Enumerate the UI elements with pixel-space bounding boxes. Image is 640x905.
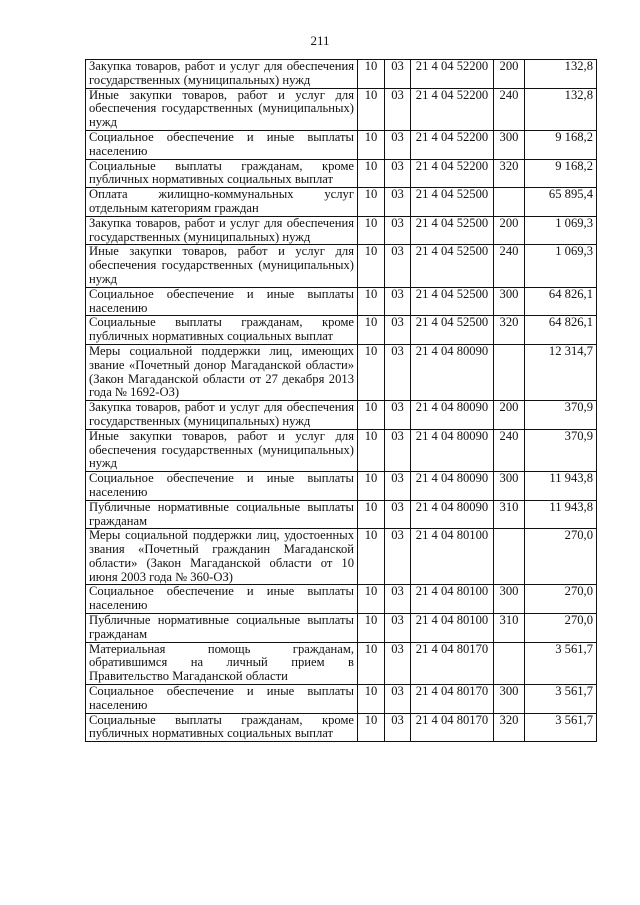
row-subsection-cell: 03	[385, 614, 411, 643]
row-target-article-cell: 21 4 04 52500	[411, 216, 494, 245]
row-target-article-cell: 21 4 04 80090	[411, 401, 494, 430]
row-name-cell: Социальное обеспечение и иные выплаты населению	[86, 685, 358, 714]
row-amount-cell: 9 168,2	[525, 130, 597, 159]
row-expense-type-cell: 320	[494, 316, 525, 345]
row-amount-cell: 132,8	[525, 60, 597, 89]
table-row	[86, 130, 597, 159]
row-amount-cell: 3 561,7	[525, 713, 597, 742]
row-amount-cell: 132,8	[525, 88, 597, 130]
row-amount-cell: 64 826,1	[525, 287, 597, 316]
row-expense-type-cell: 200	[494, 216, 525, 245]
table-row	[86, 88, 597, 130]
row-name-cell: Социальные выплаты гражданам, кроме публичных нормативных социальных выплат	[86, 159, 358, 188]
row-name-cell: Публичные нормативные социальные выплаты гражданам	[86, 614, 358, 643]
row-target-article-cell: 21 4 04 52500	[411, 287, 494, 316]
row-target-article-cell: 21 4 04 80090	[411, 500, 494, 529]
row-target-article-cell: 21 4 04 80100	[411, 585, 494, 614]
row-amount-cell: 1 069,3	[525, 216, 597, 245]
row-expense-type-cell: 200	[494, 401, 525, 430]
row-section-cell: 10	[358, 188, 385, 217]
table-row	[86, 585, 597, 614]
table-row	[86, 216, 597, 245]
row-amount-cell: 9 168,2	[525, 159, 597, 188]
row-section-cell: 10	[358, 287, 385, 316]
table-row	[86, 529, 597, 585]
row-name-cell: Закупка товаров, работ и услуг для обеспечения государственных (муниципальных) нужд	[86, 216, 358, 245]
row-section-cell: 10	[358, 429, 385, 471]
row-expense-type-cell: 240	[494, 88, 525, 130]
table-row	[86, 344, 597, 400]
row-expense-type-cell: 240	[494, 429, 525, 471]
table-row	[86, 429, 597, 471]
row-amount-cell: 1 069,3	[525, 245, 597, 287]
row-expense-type-cell: 240	[494, 245, 525, 287]
row-name-cell: Иные закупки товаров, работ и услуг для обеспечения государственных (муниципальных) нужд	[86, 429, 358, 471]
row-expense-type-cell: 310	[494, 614, 525, 643]
row-amount-cell: 11 943,8	[525, 500, 597, 529]
row-subsection-cell: 03	[385, 316, 411, 345]
row-expense-type-cell: 300	[494, 585, 525, 614]
table-row	[86, 472, 597, 501]
row-target-article-cell: 21 4 04 80090	[411, 472, 494, 501]
row-section-cell: 10	[358, 245, 385, 287]
row-section-cell: 10	[358, 88, 385, 130]
row-amount-cell: 11 943,8	[525, 472, 597, 501]
row-amount-cell: 370,9	[525, 429, 597, 471]
row-name-cell: Меры социальной поддержки лиц, имеющих звание «Почетный донор Магаданской области» (Закон Магаданской области от 27 декабря 2013 года № 1692-ОЗ)	[86, 344, 358, 400]
row-target-article-cell: 21 4 04 80100	[411, 529, 494, 585]
row-name-cell: Закупка товаров, работ и услуг для обеспечения государственных (муниципальных) нужд	[86, 60, 358, 89]
row-target-article-cell: 21 4 04 80090	[411, 344, 494, 400]
row-expense-type-cell: 300	[494, 130, 525, 159]
row-name-cell: Иные закупки товаров, работ и услуг для обеспечения государственных (муниципальных) нужд	[86, 245, 358, 287]
row-target-article-cell: 21 4 04 52500	[411, 316, 494, 345]
row-section-cell: 10	[358, 585, 385, 614]
row-section-cell: 10	[358, 472, 385, 501]
row-section-cell: 10	[358, 316, 385, 345]
row-subsection-cell: 03	[385, 60, 411, 89]
row-subsection-cell: 03	[385, 713, 411, 742]
row-amount-cell: 270,0	[525, 585, 597, 614]
row-name-cell: Закупка товаров, работ и услуг для обеспечения государственных (муниципальных) нужд	[86, 401, 358, 430]
row-target-article-cell: 21 4 04 80170	[411, 685, 494, 714]
row-section-cell: 10	[358, 614, 385, 643]
row-subsection-cell: 03	[385, 529, 411, 585]
row-section-cell: 10	[358, 500, 385, 529]
row-target-article-cell: 21 4 04 80170	[411, 713, 494, 742]
row-subsection-cell: 03	[385, 216, 411, 245]
row-expense-type-cell: 320	[494, 159, 525, 188]
row-name-cell: Социальные выплаты гражданам, кроме публичных нормативных социальных выплат	[86, 713, 358, 742]
row-target-article-cell: 21 4 04 52500	[411, 245, 494, 287]
row-section-cell: 10	[358, 216, 385, 245]
table-row	[86, 614, 597, 643]
row-section-cell: 10	[358, 401, 385, 430]
table-row	[86, 188, 597, 217]
row-amount-cell: 370,9	[525, 401, 597, 430]
row-target-article-cell: 21 4 04 80170	[411, 642, 494, 684]
row-expense-type-cell	[494, 642, 525, 684]
row-name-cell: Иные закупки товаров, работ и услуг для обеспечения государственных (муниципальных) нужд	[86, 88, 358, 130]
row-expense-type-cell: 300	[494, 287, 525, 316]
row-section-cell: 10	[358, 685, 385, 714]
row-subsection-cell: 03	[385, 344, 411, 400]
table-row	[86, 401, 597, 430]
row-section-cell: 10	[358, 159, 385, 188]
row-amount-cell: 3 561,7	[525, 642, 597, 684]
row-target-article-cell: 21 4 04 52200	[411, 88, 494, 130]
row-name-cell: Социальное обеспечение и иные выплаты населению	[86, 585, 358, 614]
row-subsection-cell: 03	[385, 287, 411, 316]
row-target-article-cell: 21 4 04 80090	[411, 429, 494, 471]
row-target-article-cell: 21 4 04 52200	[411, 159, 494, 188]
row-expense-type-cell: 300	[494, 472, 525, 501]
row-target-article-cell: 21 4 04 80100	[411, 614, 494, 643]
row-expense-type-cell	[494, 529, 525, 585]
row-amount-cell: 12 314,7	[525, 344, 597, 400]
row-expense-type-cell: 320	[494, 713, 525, 742]
row-name-cell: Меры социальной поддержки лиц, удостоенных звания «Почетный гражданин Магаданской области» (Закон Магаданской области от 10 июня 2003 года № 360-ОЗ)	[86, 529, 358, 585]
row-section-cell: 10	[358, 529, 385, 585]
row-name-cell: Социальное обеспечение и иные выплаты населению	[86, 287, 358, 316]
row-amount-cell: 270,0	[525, 529, 597, 585]
row-amount-cell: 3 561,7	[525, 685, 597, 714]
row-subsection-cell: 03	[385, 685, 411, 714]
row-amount-cell: 64 826,1	[525, 316, 597, 345]
row-expense-type-cell	[494, 344, 525, 400]
row-expense-type-cell: 300	[494, 685, 525, 714]
row-target-article-cell: 21 4 04 52200	[411, 60, 494, 89]
row-subsection-cell: 03	[385, 130, 411, 159]
row-subsection-cell: 03	[385, 472, 411, 501]
row-name-cell: Материальная помощь гражданам, обратившимся на личный прием в Правительство Магаданской области	[86, 642, 358, 684]
row-subsection-cell: 03	[385, 245, 411, 287]
row-name-cell: Оплата жилищно-коммунальных услуг отдельным категориям граждан	[86, 188, 358, 217]
row-section-cell: 10	[358, 130, 385, 159]
table-row	[86, 287, 597, 316]
row-section-cell: 10	[358, 713, 385, 742]
row-expense-type-cell: 200	[494, 60, 525, 89]
row-subsection-cell: 03	[385, 159, 411, 188]
row-expense-type-cell: 310	[494, 500, 525, 529]
table-row	[86, 642, 597, 684]
row-subsection-cell: 03	[385, 429, 411, 471]
row-section-cell: 10	[358, 60, 385, 89]
row-amount-cell: 270,0	[525, 614, 597, 643]
table-row	[86, 713, 597, 742]
row-section-cell: 10	[358, 642, 385, 684]
table-row	[86, 685, 597, 714]
row-name-cell: Социальное обеспечение и иные выплаты населению	[86, 472, 358, 501]
row-section-cell: 10	[358, 344, 385, 400]
table-row	[86, 245, 597, 287]
table-row	[86, 500, 597, 529]
row-subsection-cell: 03	[385, 585, 411, 614]
row-name-cell: Публичные нормативные социальные выплаты гражданам	[86, 500, 358, 529]
table-row	[86, 60, 597, 89]
row-target-article-cell: 21 4 04 52500	[411, 188, 494, 217]
row-expense-type-cell	[494, 188, 525, 217]
row-subsection-cell: 03	[385, 500, 411, 529]
row-name-cell: Социальные выплаты гражданам, кроме публичных нормативных социальных выплат	[86, 316, 358, 345]
row-subsection-cell: 03	[385, 188, 411, 217]
row-subsection-cell: 03	[385, 642, 411, 684]
row-target-article-cell: 21 4 04 52200	[411, 130, 494, 159]
row-subsection-cell: 03	[385, 401, 411, 430]
row-subsection-cell: 03	[385, 88, 411, 130]
table-row	[86, 159, 597, 188]
row-amount-cell: 65 895,4	[525, 188, 597, 217]
table-row	[86, 316, 597, 345]
budget-table	[85, 59, 597, 742]
row-name-cell: Социальное обеспечение и иные выплаты населению	[86, 130, 358, 159]
page-number: 211	[310, 33, 330, 48]
